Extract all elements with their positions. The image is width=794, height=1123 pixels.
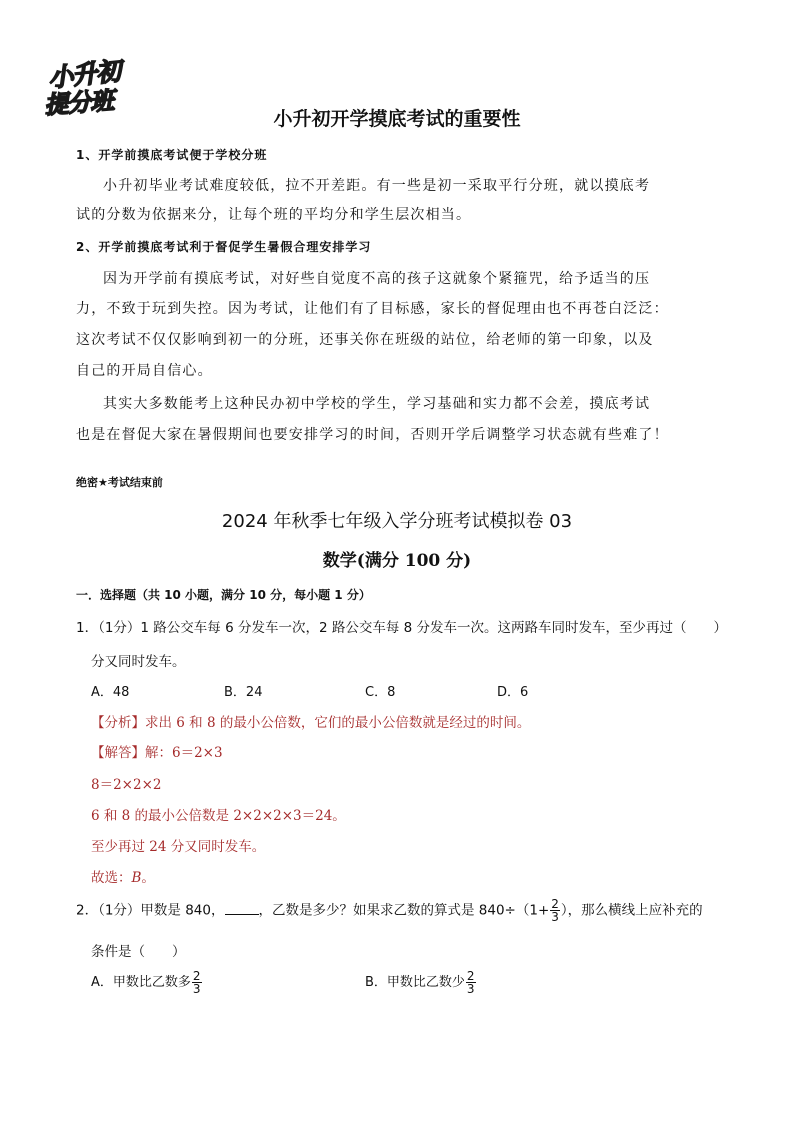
q1-final-choice bbox=[91, 866, 155, 886]
q1-solution bbox=[91, 741, 223, 761]
fraction-numerator: 2 bbox=[551, 897, 559, 911]
intro-sec2-heading: 2、开学前摸底考试利于督促学生暑假合理安排学习 bbox=[76, 240, 372, 254]
logo-line-2: 提分班 bbox=[43, 86, 115, 120]
logo-line-1: 小升初 bbox=[46, 56, 122, 93]
q1-step: 至少再过 24 分又同时发车。 bbox=[91, 839, 266, 855]
confidential-label: 绝密★考试结束前 bbox=[76, 476, 163, 489]
choice-suffix: 。 bbox=[141, 870, 155, 886]
fraction bbox=[192, 970, 202, 995]
intro-sec1-line: 小升初毕业考试难度较低，拉不开差距。有一些是初一采取平行分班，就以摸底考 bbox=[103, 178, 651, 194]
q1-step: 8＝2×2×2 bbox=[91, 777, 162, 793]
q1-stem-line2: 分又同时发车。 bbox=[91, 654, 186, 670]
intro-sec3-line: 也是在督促大家在暑假期间也要安排学习的时间，否则开学后调整学习状态就有些难了！ bbox=[76, 427, 669, 443]
q2-text-c: ），那么横线上应补充的 bbox=[560, 902, 703, 919]
q2-option-a-text: A．甲数比乙数多 bbox=[91, 975, 191, 990]
intro-sec2-line: 自己的开局自信心。 bbox=[76, 363, 213, 379]
analysis-tag: 【分析】 bbox=[91, 715, 145, 731]
intro-sec1-line: 试的分数为依据来分，让每个班的平均分和学生层次相当。 bbox=[76, 207, 472, 223]
q2-option-b-text: B．甲数比乙数少 bbox=[365, 975, 465, 990]
q2-option-a bbox=[91, 970, 203, 995]
fraction bbox=[550, 898, 560, 923]
answer-blank bbox=[225, 902, 259, 915]
intro-sec3-line: 其实大多数能考上这种民办初中学校的学生，学习基础和实力都不会差，摸底考试 bbox=[103, 396, 651, 412]
q2-stem-line1 bbox=[76, 898, 703, 923]
q1-stem-line1: 1．（1分）1 路公交车每 6 分发车一次，2 路公交车每 8 分发车一次。这两路车同时发车，至少再过（ ） bbox=[76, 620, 728, 636]
intro-sec2-line: 因为开学前有摸底考试，对好些自觉度不高的孩子这就象个紧箍咒，给予适当的压 bbox=[103, 271, 651, 287]
fraction-numerator: 2 bbox=[466, 969, 475, 983]
intro-sec2-line: 力，不致于玩到失控。因为考试，让他们有了目标感，家长的督促理由也不再苍白泛泛： bbox=[76, 301, 669, 317]
fraction bbox=[466, 970, 476, 995]
intro-sec1-heading: 1、开学前摸底考试便于学校分班 bbox=[76, 148, 268, 162]
q1-analysis bbox=[91, 711, 530, 731]
fraction-numerator: 2 bbox=[192, 969, 201, 983]
exam-subtitle: 数学(满分 100 分) bbox=[322, 551, 472, 571]
q2-text-b: ，乙数是多少？如果求乙数的算式是 840÷（1+ bbox=[258, 902, 550, 919]
intro-title: 小升初开学摸底考试的重要性 bbox=[273, 108, 521, 130]
solution-text: 解：6＝2×3 bbox=[145, 745, 223, 761]
q1-option-a: A．48 bbox=[91, 685, 130, 700]
exam-title: 2024 年秋季七年级入学分班考试模拟卷 03 bbox=[221, 511, 573, 532]
choice-prefix: 故选： bbox=[91, 870, 132, 886]
q1-option-c: C．8 bbox=[365, 685, 396, 700]
analysis-text: 求出 6 和 8 的最小公倍数，它们的最小公倍数就是经过的时间。 bbox=[145, 715, 531, 731]
choice-letter: B bbox=[131, 870, 142, 886]
q2-text-a: 2．（1分）甲数是 840， bbox=[76, 902, 225, 919]
solution-tag: 【解答】 bbox=[91, 745, 145, 761]
section-heading: 一．选择题（共 10 小题，满分 10 分，每小题 1 分） bbox=[76, 588, 371, 602]
intro-sec2-line: 这次考试不仅仅影响到初一的分班，还事关你在班级的站位，给老师的第一印象，以及 bbox=[76, 332, 654, 348]
q1-option-d: D．6 bbox=[497, 685, 529, 700]
q2-option-b bbox=[365, 970, 477, 995]
fraction-denominator: 3 bbox=[192, 982, 201, 996]
q1-step: 6 和 8 的最小公倍数是 2×2×2×3＝24。 bbox=[91, 808, 346, 824]
q2-stem-line2: 条件是（ ） bbox=[91, 944, 186, 960]
fraction-denominator: 3 bbox=[466, 982, 475, 996]
fraction-denominator: 3 bbox=[551, 910, 559, 924]
q1-option-b: B．24 bbox=[224, 685, 263, 700]
